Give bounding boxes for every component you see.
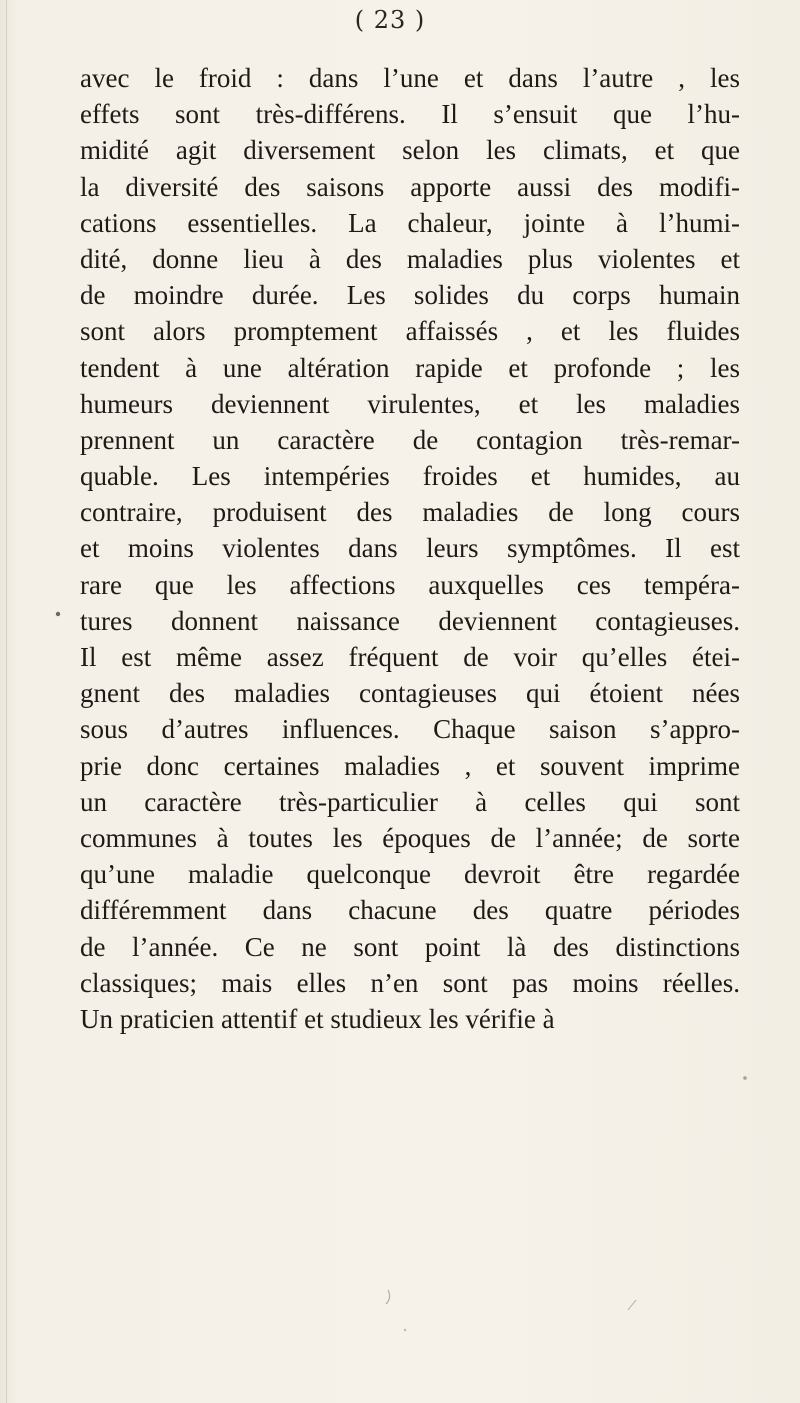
text-line: et moins violentes dans leurs symptômes. Il est (80, 533, 740, 564)
text-line: prie donc certaines maladies , et souvent imprime (80, 750, 740, 781)
text-line: effets sont très-différens. Il s’ensuit que l’hu- (80, 99, 740, 130)
text-line: différemment dans chacune des quatre périodes (80, 895, 740, 926)
text-line: dité, donne lieu à des maladies plus violentes et (80, 243, 740, 274)
text-line: rare que les affections auxquelles ces tempéra- (80, 569, 740, 600)
text-line: la diversité des saisons apporte aussi des modifi- (80, 171, 740, 202)
text-line: midité agit diversement selon les climats, et que (80, 135, 740, 166)
text-line: prennent un caractère de contagion très-remar- (80, 424, 740, 455)
ink-speck (404, 1329, 406, 1331)
text-line: Il est même assez fréquent de voir qu’elles étei- (80, 642, 740, 672)
text-line: de moindre durée. Les solides du corps humain (80, 280, 740, 311)
text-line: humeurs deviennent virulentes, et les maladies (80, 388, 740, 419)
text-line: quable. Les intempéries froides et humides, au (80, 461, 740, 492)
text-line: sous d’autres influences. Chaque saison s’appro- (80, 714, 740, 745)
page-number: ( 23 ) (354, 6, 426, 34)
text-line: contraire, produisent des maladies de long cours (80, 497, 740, 528)
text-line: un caractère très-particulier à celles qui sont (80, 786, 740, 817)
text-line: tendent à une altération rapide et profonde ; les (80, 352, 740, 383)
text-line: classiques; mais elles n’en sont pas moins réelles. (80, 967, 740, 998)
text-line: cations essentielles. La chaleur, jointe à l’humi- (80, 207, 740, 238)
text-line: gnent des maladies contagieuses qui étoient nées (80, 678, 740, 709)
text-line: tures donnent naissance deviennent contagieuses. (80, 605, 740, 636)
ink-speck (743, 1076, 747, 1080)
text-line: avec le froid : dans l’une et dans l’autre , les (80, 63, 740, 93)
text-line: de l’année. Ce ne sont point là des distinctions (80, 931, 740, 962)
text-line: Un praticien attentif et studieux les vérifie à (80, 1003, 555, 1034)
text-line: communes à toutes les époques de l’année; de sorte (80, 822, 740, 853)
text-line: qu’une maladie quelconque devroit être regardée (80, 859, 740, 890)
ink-speck (628, 1300, 636, 1310)
text-line: sont alors promptement affaissés , et les fluides (80, 316, 740, 347)
ink-speck (386, 1290, 390, 1304)
ink-speck (56, 612, 60, 616)
